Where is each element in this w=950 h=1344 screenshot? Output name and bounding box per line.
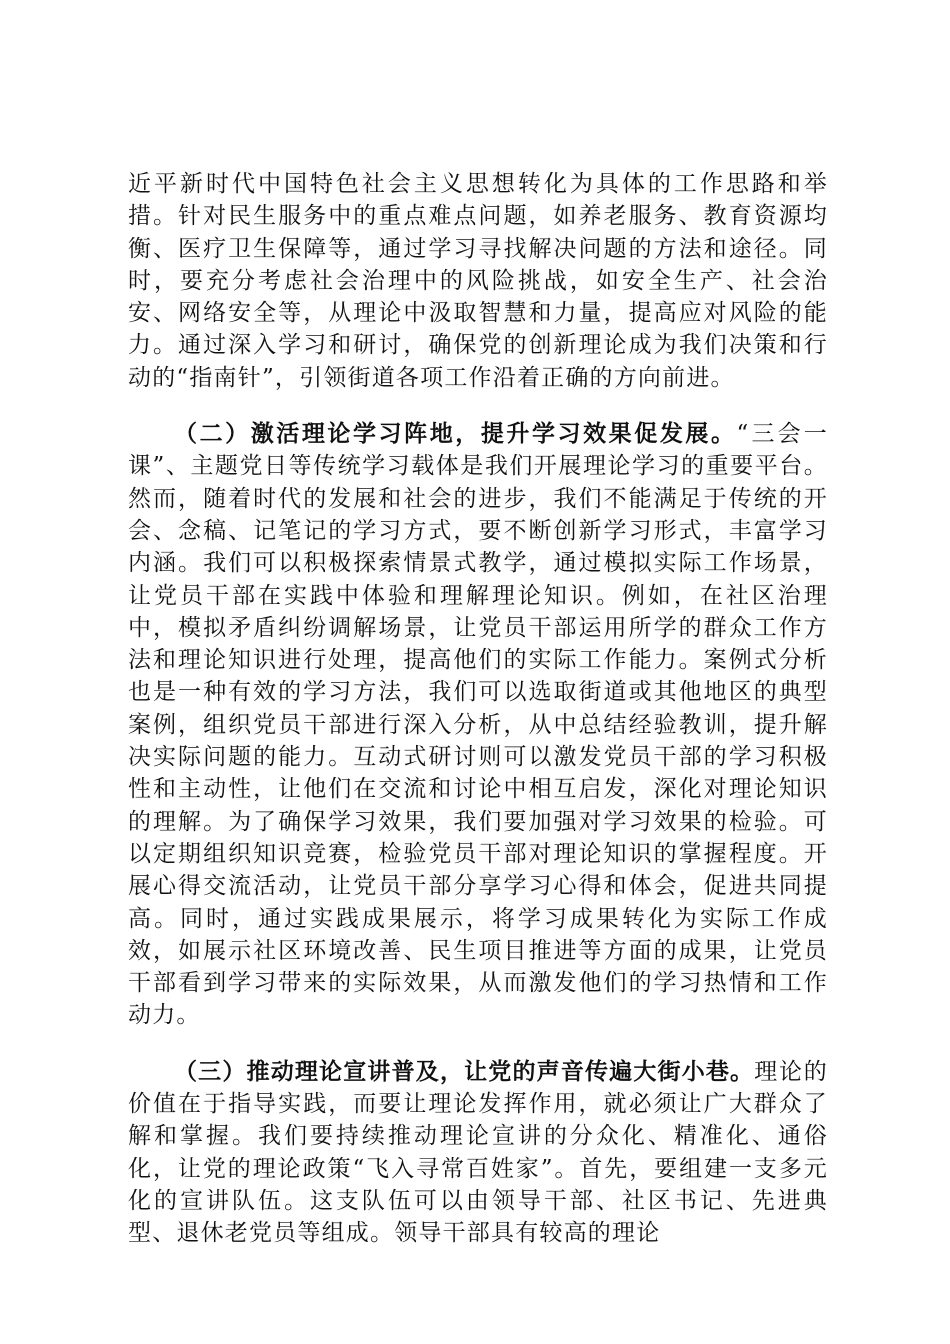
paragraph-section-2	[128, 418, 828, 1032]
document-body	[128, 168, 828, 1250]
paragraph-gap	[128, 1032, 828, 1056]
paragraph-text: 理论的价值在于指导实践，而要让理论发挥作用，就必须让广大群众了解和掌握。我们要持续推动理论宣讲的分众化、精准化、通俗化，让党的理论政策“飞入寻常百姓家”。首先，要组建一支多元化的宣讲队伍。这支队伍可以由领导干部、社区书记、先进典型、退休老党员等组成。领导干部具有较高的理论	[128, 1058, 828, 1247]
section-heading: （三）推动理论宣讲普及，让党的声音传遍大街小巷。	[174, 1058, 755, 1085]
paragraph-text: 近平新时代中国特色社会主义思想转化为具体的工作思路和举措。针对民生服务中的重点难点问题，如养老服务、教育资源均衡、医疗卫生保障等，通过学习寻找解决问题的方法和途径。同时，要充分考虑社会治理中的风险挑战，如安全生产、社会治安、网络安全等，从理论中汲取智慧和力量，提高应对风险的能力。通过深入学习和研讨，确保党的创新理论成为我们决策和行动的“指南针”，引领街道各项工作沿着正确的方向前进。	[128, 171, 828, 391]
paragraph-section-3	[128, 1056, 828, 1250]
paragraph-continuation	[128, 168, 828, 394]
section-heading: （二）激活理论学习阵地，提升学习效果促发展。	[174, 421, 737, 448]
paragraph-gap	[128, 394, 828, 418]
paragraph-text: “三会一课”、主题党日等传统学习载体是我们开展理论学习的重要平台。然而，随着时代的发展和社会的进步，我们不能满足于传统的开会、念稿、记笔记的学习方式，要不断创新学习形式，丰富学习内涵。我们可以积极探索情景式教学，通过模拟实际工作场景，让党员干部在实践中体验和理解理论知识。例如，在社区治理中，模拟矛盾纠纷调解场景，让党员干部运用所学的群众工作方法和理论知识进行处理，提高他们的实际工作能力。案例式分析也是一种有效的学习方法，我们可以选取街道或其他地区的典型案例，组织党员干部进行深入分析，从中总结经验教训，提升解决实际问题的能力。互动式研讨则可以激发党员干部的学习积极性和主动性，让他们在交流和讨论中相互启发，深化对理论知识的理解。为了确保学习效果，我们要加强对学习效果的检验。可以定期组织知识竞赛，检验党员干部对理论知识的掌握程度。开展心得交流活动，让党员干部分享学习心得和体会，促进共同提高。同时，通过实践成果展示，将学习成果转化为实际工作成效，如展示社区环境改善、民生项目推进等方面的成果，让党员干部看到学习带来的实际效果，从而激发他们的学习热情和工作动力。	[128, 421, 828, 1029]
